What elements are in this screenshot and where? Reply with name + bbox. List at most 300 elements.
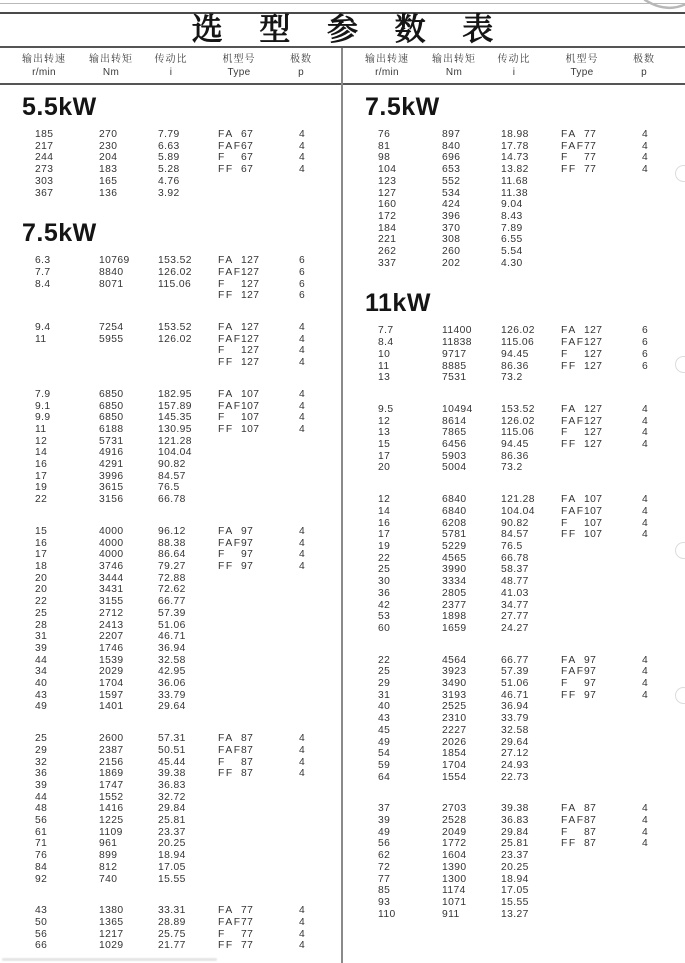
cell-type-size bbox=[584, 611, 642, 623]
cell-type-prefix: FAF bbox=[218, 537, 242, 549]
cell-type-size bbox=[584, 199, 642, 211]
cell-torque: 1225 bbox=[99, 815, 124, 827]
cell-torque: 1704 bbox=[442, 759, 467, 771]
cell-type-size bbox=[584, 713, 642, 725]
cell-speed: 56 bbox=[35, 815, 48, 827]
cell-type-prefix bbox=[561, 760, 584, 772]
cell-speed: 20 bbox=[35, 572, 48, 584]
table-row bbox=[0, 768, 341, 780]
table-row bbox=[0, 838, 341, 850]
cell-type-size bbox=[241, 459, 299, 471]
row-group bbox=[0, 255, 341, 302]
cell-type-prefix bbox=[561, 701, 584, 713]
cell-poles: 4 bbox=[642, 439, 649, 451]
table-row bbox=[0, 164, 341, 176]
cell-torque: 270 bbox=[99, 129, 118, 140]
cell-type-size bbox=[241, 690, 299, 702]
cell-torque: 4564 bbox=[442, 654, 467, 666]
cell-type-prefix: FA bbox=[218, 255, 234, 267]
cell-speed: 104 bbox=[378, 164, 397, 176]
cell-ratio: 104.04 bbox=[501, 505, 535, 517]
row-group bbox=[0, 905, 341, 952]
cell-speed: 98 bbox=[378, 152, 391, 164]
table-row bbox=[0, 862, 341, 874]
cell-poles bbox=[299, 838, 339, 850]
cell-ratio: 7.79 bbox=[158, 129, 180, 140]
cell-type-prefix bbox=[218, 803, 241, 815]
cell-speed: 76 bbox=[35, 850, 48, 862]
cell-type-prefix: FAF bbox=[561, 415, 585, 427]
column-unit: p bbox=[641, 67, 647, 78]
cell-type-size: 97 bbox=[241, 525, 254, 537]
cell-ratio: 48.77 bbox=[501, 576, 529, 588]
cell-speed: 36 bbox=[35, 768, 48, 780]
cell-speed: 160 bbox=[378, 199, 397, 211]
cell-type-size: 127 bbox=[584, 415, 603, 427]
cell-type-prefix: F bbox=[218, 345, 226, 357]
cell-type-prefix: FF bbox=[561, 360, 577, 372]
cell-speed: 18 bbox=[35, 560, 48, 572]
cell-torque: 1029 bbox=[99, 940, 124, 952]
cell-speed: 31 bbox=[378, 689, 391, 701]
cell-ratio: 11.38 bbox=[501, 187, 529, 199]
column-label: 机型号 bbox=[565, 54, 599, 65]
cell-type-size bbox=[584, 541, 642, 553]
cell-type-prefix: FF bbox=[561, 439, 577, 451]
table-row bbox=[343, 337, 685, 349]
column-unit: r/min bbox=[375, 67, 399, 78]
cell-poles bbox=[299, 862, 339, 874]
column-unit: Nm bbox=[102, 67, 120, 78]
cell-ratio: 17.78 bbox=[501, 140, 529, 152]
column-header-left bbox=[0, 48, 341, 85]
table-row bbox=[343, 600, 685, 612]
cell-torque: 1416 bbox=[99, 803, 124, 815]
cell-torque: 8885 bbox=[442, 360, 467, 372]
cell-type-size bbox=[241, 827, 299, 839]
cell-poles: 4 bbox=[299, 412, 306, 424]
cell-torque: 2600 bbox=[99, 733, 124, 745]
top-rule-thin bbox=[0, 3, 685, 4]
table-row bbox=[0, 459, 341, 471]
cell-ratio: 18.94 bbox=[501, 873, 529, 885]
cell-speed: 50 bbox=[35, 916, 48, 928]
cell-poles: 4 bbox=[299, 537, 306, 549]
cell-ratio: 11.68 bbox=[501, 175, 529, 187]
cell-ratio: 126.02 bbox=[158, 333, 192, 345]
cell-speed: 31 bbox=[35, 631, 48, 643]
cell-ratio: 32.58 bbox=[158, 654, 186, 666]
table-row bbox=[343, 404, 685, 416]
cell-poles bbox=[642, 564, 682, 576]
cell-type-prefix: FF bbox=[218, 164, 234, 176]
cell-type-prefix: F bbox=[218, 549, 226, 561]
table-row bbox=[0, 940, 341, 952]
cell-type-prefix: FAF bbox=[218, 744, 242, 756]
cell-type-size: 127 bbox=[241, 333, 260, 345]
cell-type-prefix bbox=[218, 862, 241, 874]
table-row bbox=[0, 917, 341, 929]
cell-torque: 3193 bbox=[442, 689, 467, 701]
cell-speed: 22 bbox=[35, 494, 48, 506]
cell-type-size: 67 bbox=[241, 152, 254, 164]
column-header-cell bbox=[80, 53, 142, 79]
cell-ratio: 72.88 bbox=[158, 572, 186, 584]
cell-speed: 40 bbox=[35, 678, 48, 690]
column-label: 输出转矩 bbox=[432, 54, 476, 65]
cell-type-prefix: FAF bbox=[218, 333, 242, 345]
table-row bbox=[0, 803, 341, 815]
cell-type-size: 107 bbox=[241, 412, 260, 424]
cell-poles bbox=[299, 678, 339, 690]
cell-poles: 4 bbox=[299, 388, 306, 400]
cell-poles bbox=[299, 803, 339, 815]
cell-poles: 6 bbox=[642, 337, 649, 349]
cell-ratio: 51.06 bbox=[158, 619, 186, 631]
cell-type-prefix: FF bbox=[561, 838, 577, 850]
cell-type-prefix bbox=[561, 576, 584, 588]
cell-type-prefix: F bbox=[218, 152, 226, 164]
cell-ratio: 86.36 bbox=[501, 360, 529, 372]
cell-ratio: 23.37 bbox=[501, 850, 529, 862]
cell-speed: 16 bbox=[35, 537, 48, 549]
cell-ratio: 115.06 bbox=[501, 427, 535, 439]
cell-type-size: 127 bbox=[241, 322, 260, 334]
cell-type-prefix: FF bbox=[561, 689, 577, 701]
cell-type-size: 127 bbox=[584, 337, 603, 349]
cell-ratio: 17.05 bbox=[501, 885, 529, 897]
cell-type-prefix bbox=[218, 447, 241, 459]
cell-ratio: 84.57 bbox=[158, 470, 186, 482]
cell-speed: 123 bbox=[378, 175, 397, 187]
cell-type-size: 67 bbox=[241, 164, 254, 176]
table-row bbox=[343, 141, 685, 153]
cell-speed: 40 bbox=[378, 701, 391, 713]
cell-type-prefix: F bbox=[218, 928, 226, 940]
cell-poles: 4 bbox=[642, 815, 649, 827]
cell-poles bbox=[299, 666, 339, 678]
cell-type-prefix bbox=[561, 176, 584, 188]
cell-torque: 1554 bbox=[442, 771, 467, 783]
cell-ratio: 28.89 bbox=[158, 916, 186, 928]
cell-type-prefix: FA bbox=[218, 322, 234, 334]
cell-speed bbox=[35, 357, 99, 369]
cell-ratio: 72.62 bbox=[158, 584, 186, 596]
cell-ratio: 182.95 bbox=[158, 388, 192, 400]
table-row bbox=[0, 733, 341, 745]
row-group bbox=[343, 129, 685, 269]
cell-torque: 534 bbox=[442, 187, 461, 199]
cell-poles: 4 bbox=[299, 140, 306, 152]
cell-ratio: 90.82 bbox=[158, 459, 186, 471]
cell-poles bbox=[642, 588, 682, 600]
cell-poles: 4 bbox=[642, 517, 649, 529]
table-row bbox=[343, 737, 685, 749]
cell-poles: 4 bbox=[299, 768, 306, 780]
cell-ratio: 22.73 bbox=[501, 771, 529, 783]
cell-torque: 136 bbox=[99, 187, 118, 199]
cell-type-size: 87 bbox=[584, 826, 597, 838]
cell-ratio: 39.38 bbox=[158, 768, 186, 780]
cell-type-prefix bbox=[561, 748, 584, 760]
cell-poles: 6 bbox=[642, 348, 649, 360]
cell-speed: 56 bbox=[378, 838, 391, 850]
cell-torque: 552 bbox=[442, 175, 461, 187]
cell-torque: 840 bbox=[442, 140, 461, 152]
scan-artifact-ring bbox=[675, 542, 685, 559]
cell-ratio: 36.94 bbox=[158, 642, 186, 654]
cell-type-size: 77 bbox=[241, 940, 254, 952]
cell-type-size bbox=[584, 553, 642, 565]
cell-type-size: 77 bbox=[241, 916, 254, 928]
cell-poles bbox=[642, 772, 682, 784]
cell-type-prefix bbox=[218, 459, 241, 471]
cell-type-size bbox=[584, 850, 642, 862]
table-row bbox=[343, 541, 685, 553]
cell-ratio: 94.45 bbox=[501, 439, 529, 451]
cell-type-size bbox=[584, 725, 642, 737]
column-label: 机型号 bbox=[222, 54, 256, 65]
cell-ratio: 126.02 bbox=[501, 415, 535, 427]
cell-ratio: 8.43 bbox=[501, 210, 523, 222]
cell-ratio: 121.28 bbox=[501, 494, 535, 506]
cell-type-size bbox=[241, 573, 299, 585]
cell-poles: 4 bbox=[642, 129, 649, 140]
cell-poles bbox=[642, 850, 682, 862]
cell-ratio: 36.06 bbox=[158, 678, 186, 690]
cell-ratio: 15.55 bbox=[158, 873, 186, 885]
cell-poles: 4 bbox=[299, 928, 306, 940]
cell-type-prefix bbox=[218, 701, 241, 713]
cell-type-size: 87 bbox=[584, 803, 597, 815]
table-row bbox=[343, 611, 685, 623]
cell-poles bbox=[299, 494, 339, 506]
table-row bbox=[343, 506, 685, 518]
cell-ratio: 39.38 bbox=[501, 803, 529, 815]
column-unit: i bbox=[512, 67, 516, 78]
cell-speed: 7.9 bbox=[35, 388, 51, 400]
column-header-cell bbox=[423, 53, 485, 79]
cell-poles: 4 bbox=[642, 505, 649, 517]
cell-ratio: 84.57 bbox=[501, 529, 529, 541]
cell-type-size bbox=[584, 258, 642, 270]
cell-type-prefix bbox=[561, 623, 584, 635]
cell-ratio: 57.39 bbox=[158, 607, 186, 619]
table-row bbox=[0, 436, 341, 448]
cell-poles: 4 bbox=[299, 525, 306, 537]
cell-type-size: 77 bbox=[584, 140, 597, 152]
cell-ratio: 126.02 bbox=[158, 266, 192, 278]
cell-type-prefix bbox=[561, 850, 584, 862]
column-label: 传动比 bbox=[154, 54, 188, 65]
cell-torque: 370 bbox=[442, 222, 461, 234]
column-header-cell bbox=[485, 53, 543, 79]
cell-speed: 77 bbox=[378, 873, 391, 885]
cell-poles bbox=[299, 643, 339, 655]
cell-poles: 4 bbox=[642, 826, 649, 838]
cell-speed: 11 bbox=[35, 333, 47, 345]
cell-speed: 22 bbox=[35, 596, 48, 608]
cell-ratio: 96.12 bbox=[158, 525, 186, 537]
cell-speed: 25 bbox=[35, 607, 48, 619]
cell-torque: 5955 bbox=[99, 333, 124, 345]
cell-ratio: 13.27 bbox=[501, 908, 529, 920]
cell-type-size: 127 bbox=[241, 345, 260, 357]
table-row bbox=[343, 427, 685, 439]
cell-torque: 1854 bbox=[442, 748, 467, 760]
cell-type-size bbox=[584, 897, 642, 909]
cell-type-prefix bbox=[561, 874, 584, 886]
cell-ratio: 41.03 bbox=[501, 587, 529, 599]
cell-ratio: 25.81 bbox=[158, 815, 186, 827]
table-row bbox=[0, 905, 341, 917]
cell-speed: 19 bbox=[378, 540, 391, 552]
cell-type-size: 127 bbox=[241, 266, 260, 278]
cell-poles bbox=[642, 725, 682, 737]
cell-torque: 4000 bbox=[99, 525, 124, 537]
table-row bbox=[343, 553, 685, 565]
cell-speed: 16 bbox=[35, 459, 48, 471]
cell-poles bbox=[642, 462, 682, 474]
cell-ratio: 6.63 bbox=[158, 140, 180, 152]
table-row bbox=[343, 349, 685, 361]
cell-type-prefix: F bbox=[561, 152, 569, 164]
cell-speed: 185 bbox=[35, 129, 54, 140]
cell-torque: 8614 bbox=[442, 415, 467, 427]
cell-ratio: 115.06 bbox=[158, 278, 192, 290]
cell-torque: 2207 bbox=[99, 631, 124, 643]
cell-type-prefix bbox=[218, 643, 241, 655]
cell-speed: 49 bbox=[378, 826, 391, 838]
table-row bbox=[343, 416, 685, 428]
cell-poles: 4 bbox=[299, 152, 306, 164]
cell-speed: 53 bbox=[378, 611, 391, 623]
cell-type-prefix: F bbox=[218, 756, 226, 768]
table-row bbox=[343, 223, 685, 235]
cell-ratio: 73.2 bbox=[501, 372, 523, 384]
cell-type-size: 97 bbox=[584, 689, 597, 701]
cell-torque: 1604 bbox=[442, 850, 467, 862]
cell-ratio: 6.55 bbox=[501, 234, 523, 246]
row-group bbox=[0, 733, 341, 885]
cell-torque: 3990 bbox=[442, 564, 467, 576]
cell-type-prefix bbox=[561, 772, 584, 784]
cell-ratio: 34.77 bbox=[501, 599, 529, 611]
cell-type-size bbox=[584, 451, 642, 463]
cell-ratio: 36.83 bbox=[501, 815, 529, 827]
left-column bbox=[0, 48, 343, 963]
cell-poles: 4 bbox=[642, 678, 649, 690]
cell-ratio: 29.84 bbox=[158, 803, 186, 815]
cell-ratio: 153.52 bbox=[501, 403, 535, 415]
cell-ratio bbox=[158, 290, 218, 302]
cell-poles bbox=[299, 690, 339, 702]
cell-ratio: 4.30 bbox=[501, 257, 523, 269]
cell-speed: 17 bbox=[378, 450, 391, 462]
section-heading: 11kW bbox=[365, 289, 431, 318]
cell-speed: 20 bbox=[378, 462, 391, 474]
cell-torque: 1300 bbox=[442, 873, 467, 885]
cell-speed: 61 bbox=[35, 826, 48, 838]
cell-torque: 696 bbox=[442, 152, 461, 164]
cell-type-size bbox=[584, 564, 642, 576]
cell-type-size bbox=[241, 584, 299, 596]
cell-type-prefix: F bbox=[218, 278, 226, 290]
cell-type-size bbox=[584, 737, 642, 749]
cell-poles bbox=[642, 576, 682, 588]
cell-poles bbox=[299, 631, 339, 643]
cell-poles: 6 bbox=[642, 360, 649, 372]
cell-speed: 22 bbox=[378, 654, 391, 666]
cell-torque: 1390 bbox=[442, 861, 467, 873]
cell-torque: 5903 bbox=[442, 450, 467, 462]
cell-torque: 1746 bbox=[99, 642, 124, 654]
cell-speed: 367 bbox=[35, 187, 54, 199]
cell-poles: 6 bbox=[642, 325, 649, 337]
table-row bbox=[0, 424, 341, 436]
cell-torque: 3334 bbox=[442, 576, 467, 588]
cell-ratio: 15.55 bbox=[501, 896, 529, 908]
cell-poles: 6 bbox=[299, 290, 306, 302]
cell-type-prefix bbox=[561, 862, 584, 874]
cell-type-prefix bbox=[561, 725, 584, 737]
table-row bbox=[343, 588, 685, 600]
cell-type-size: 127 bbox=[584, 360, 603, 372]
table-row bbox=[343, 815, 685, 827]
cell-torque: 6208 bbox=[442, 517, 467, 529]
cell-type-prefix bbox=[218, 494, 241, 506]
cell-type-prefix bbox=[218, 608, 241, 620]
cell-poles: 4 bbox=[299, 322, 306, 334]
cell-poles: 4 bbox=[642, 415, 649, 427]
cell-poles bbox=[642, 623, 682, 635]
cell-poles bbox=[299, 596, 339, 608]
cell-torque: 1071 bbox=[442, 896, 467, 908]
cell-speed: 22 bbox=[378, 552, 391, 564]
cell-speed: 93 bbox=[378, 896, 391, 908]
cell-ratio: 126.02 bbox=[501, 325, 535, 337]
cell-ratio: 18.98 bbox=[501, 129, 529, 140]
cell-poles: 4 bbox=[299, 357, 306, 369]
cell-torque: 1109 bbox=[99, 826, 123, 838]
cell-type-prefix: FF bbox=[218, 290, 234, 302]
cell-type-prefix: FA bbox=[218, 388, 234, 400]
cell-poles: 4 bbox=[299, 756, 306, 768]
column-unit: r/min bbox=[32, 67, 56, 78]
cell-type-prefix: FF bbox=[218, 423, 234, 435]
cell-type-prefix: FAF bbox=[561, 815, 585, 827]
cell-torque: 3156 bbox=[99, 494, 124, 506]
table-row bbox=[0, 757, 341, 769]
cell-type-size bbox=[241, 780, 299, 792]
cell-poles: 4 bbox=[299, 560, 306, 572]
cell-type-prefix: FAF bbox=[561, 140, 585, 152]
table-row bbox=[0, 152, 341, 164]
cell-speed: 8.4 bbox=[35, 278, 51, 290]
table-row bbox=[343, 152, 685, 164]
cell-ratio: 32.58 bbox=[501, 724, 529, 736]
cell-torque: 5229 bbox=[442, 540, 467, 552]
cell-torque: 961 bbox=[99, 838, 118, 850]
cell-ratio: 29.64 bbox=[158, 701, 186, 713]
cell-type-prefix: FA bbox=[561, 129, 577, 140]
cell-speed: 110 bbox=[378, 908, 396, 920]
cell-type-prefix bbox=[218, 620, 241, 632]
cell-poles bbox=[642, 211, 682, 223]
table-row bbox=[0, 631, 341, 643]
cell-speed: 7.7 bbox=[35, 266, 51, 278]
cell-type-size bbox=[241, 494, 299, 506]
